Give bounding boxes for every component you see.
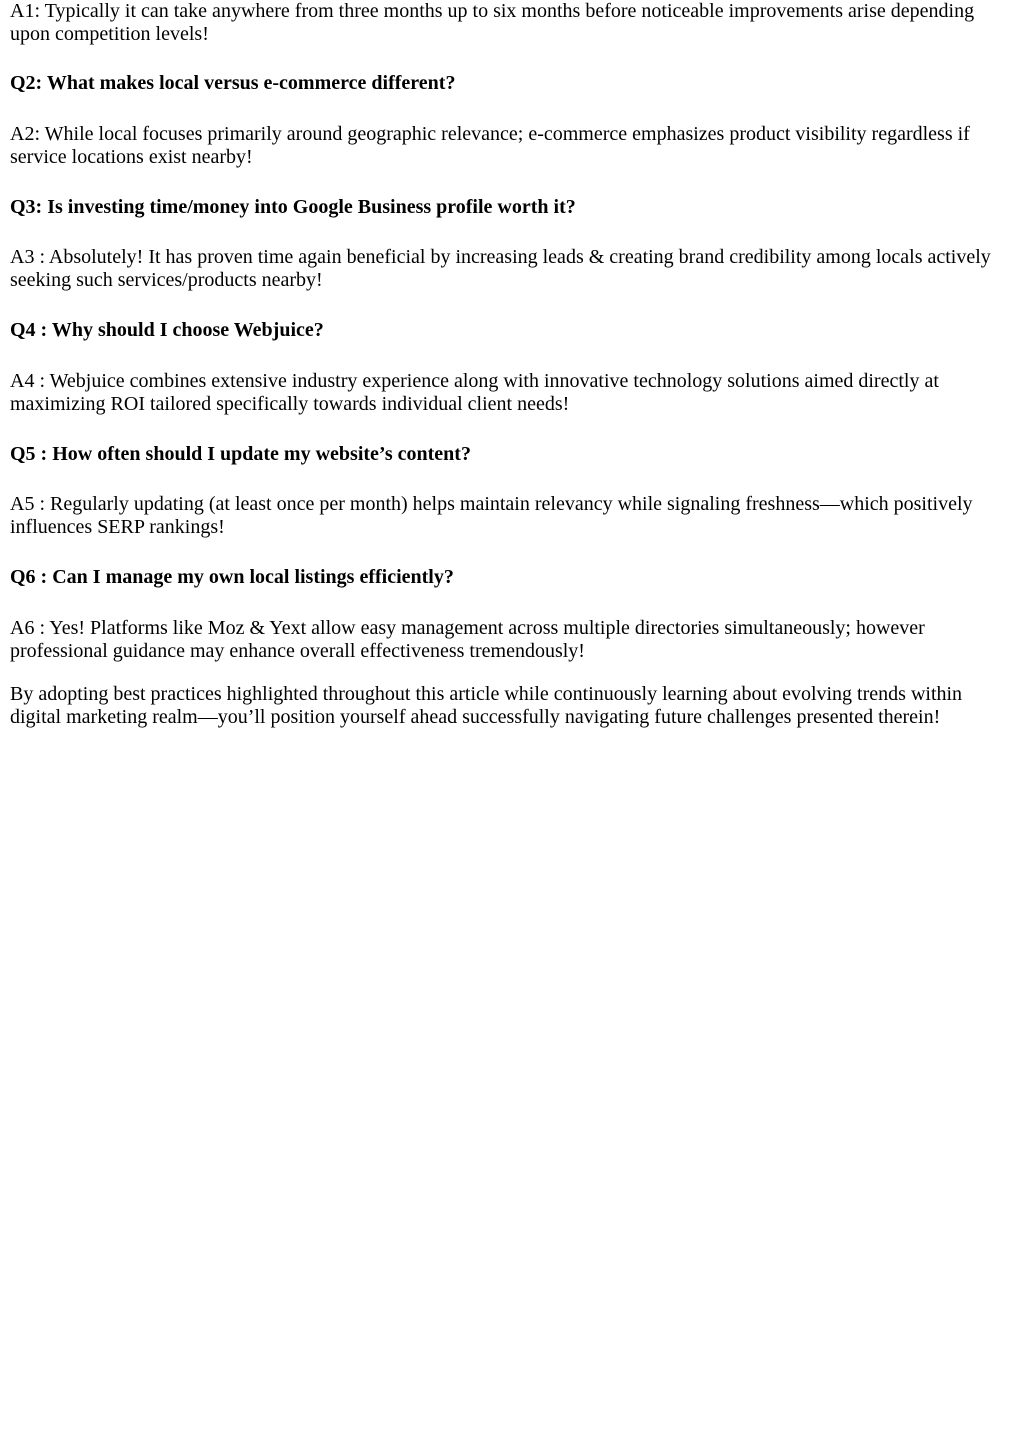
faq-answer-3: A3 : Absolutely! It has proven time again beneficial by increasing leads & creating brand credibility among locals actively seeking such services/products nearby! <box>10 246 991 291</box>
closing-paragraph: By adopting best practices highlighted throughout this article while continuously learning about evolving trends within digital marketing realm—you’ll position yourself ahead successfully navigating future challenges presented therein! <box>10 683 963 728</box>
faq-section <box>10 0 1014 729</box>
faq-question-4: Q4 : Why should I choose Webjuice? <box>10 319 324 341</box>
faq-answer-2: A2: While local focuses primarily around geographic relevance; e-commerce emphasizes product visibility regardless if service locations exist nearby! <box>10 123 970 168</box>
faq-answer-6: A6 : Yes! Platforms like Moz & Yext allow easy management across multiple directories simultaneously; however professional guidance may enhance overall effectiveness tremendously! <box>10 617 925 662</box>
faq-question-2: Q2: What makes local versus e-commerce different? <box>10 72 456 94</box>
faq-question-5: Q5 : How often should I update my website’s content? <box>10 443 471 465</box>
faq-answer-1: A1: Typically it can take anywhere from three months up to six months before noticeable improvements arise depending upon competition levels! <box>10 0 975 45</box>
faq-question-3: Q3: Is investing time/money into Google Business profile worth it? <box>10 196 576 218</box>
faq-question-6: Q6 : Can I manage my own local listings efficiently? <box>10 566 454 588</box>
faq-answer-5: A5 : Regularly updating (at least once per month) helps maintain relevancy while signaling freshness—which positively influences SERP rankings! <box>10 493 973 538</box>
faq-answer-4: A4 : Webjuice combines extensive industry experience along with innovative technology solutions aimed directly at maximizing ROI tailored specifically towards individual client needs! <box>10 370 939 415</box>
